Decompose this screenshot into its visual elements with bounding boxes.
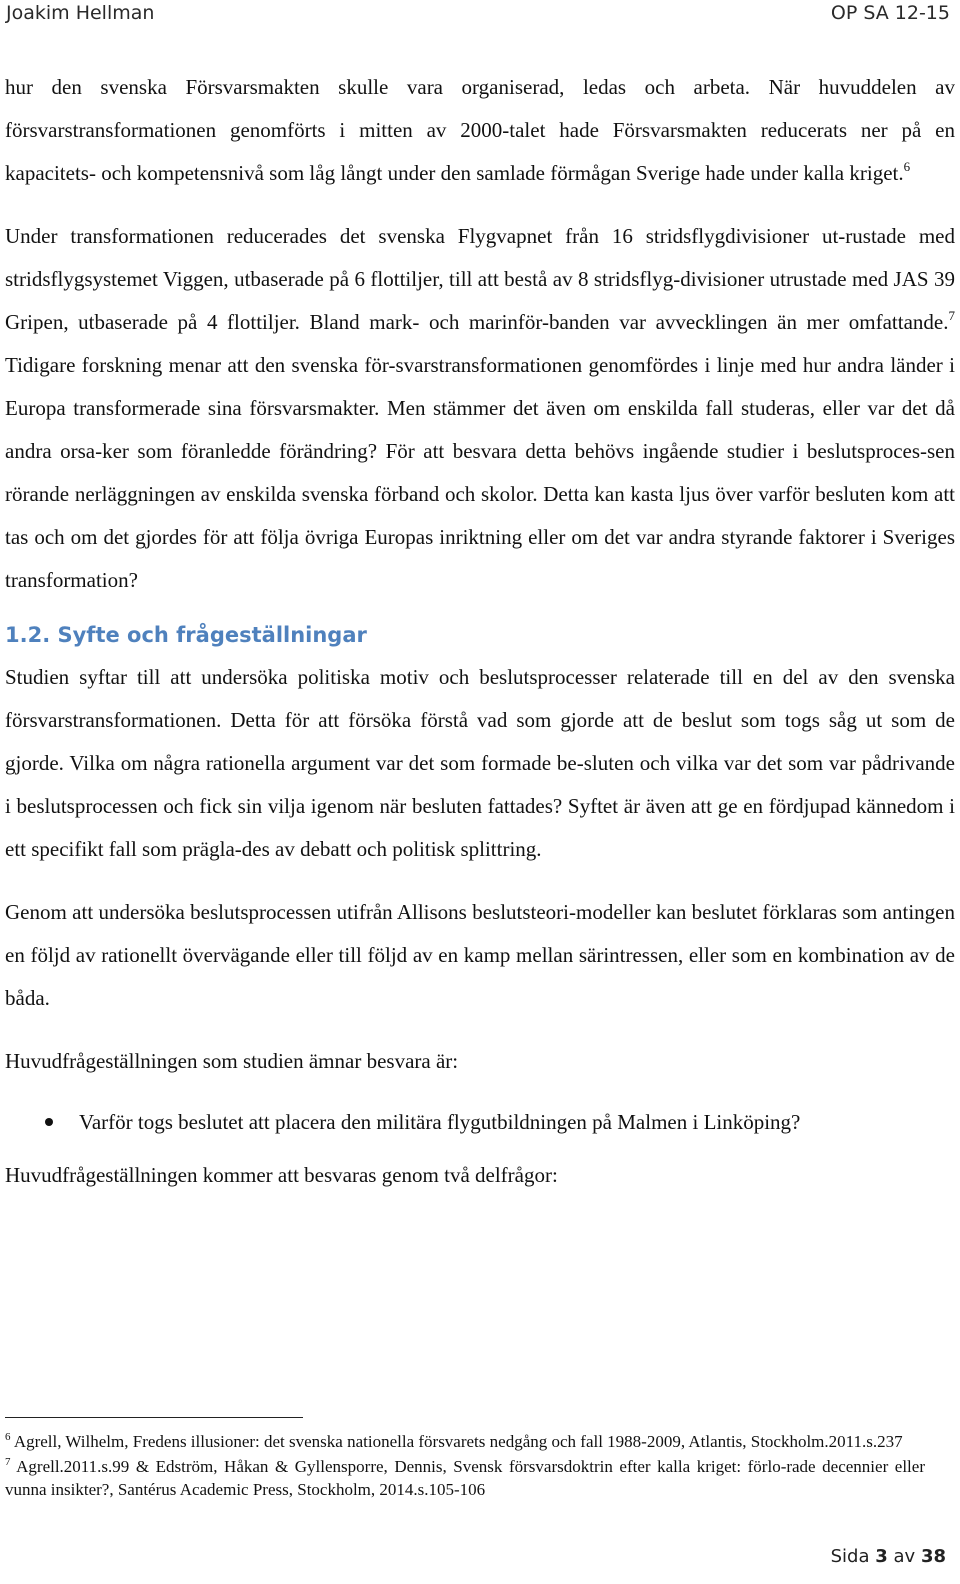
footnote-6 xyxy=(5,1430,925,1453)
header-author: Joakim Hellman xyxy=(6,2,155,24)
paragraph-3: Studien syftar till att undersöka politiska motiv och beslutsprocesser relaterade till en del av den svenska försvarstransformationen. Detta för att försöka förstå vad som gjorde att de beslut som togs såg ut som de gjorde. Vilka om några rationella argument var det som formade be-sluten och vilka var det som var pådrivande i beslutsprocessen och fick sin vilja igenom när besluten fattades? Syftet är även att ge en fördjupad kännedom i ett specifikt fall som prägla-des av debatt och politisk splittring. xyxy=(5,665,955,861)
question-list xyxy=(5,1101,955,1144)
section-heading: 1.2. Syfte och frågeställningar xyxy=(5,623,367,647)
paragraph-5: Huvudfrågeställningen som studien ämnar besvara är: xyxy=(5,1049,459,1073)
paragraph-1 xyxy=(5,66,955,195)
paragraph-1-text: hur den svenska Försvarsmakten skulle vara organiserad, ledas och arbeta. När huvuddelen av försvarstransformationen genomförts i mitten av 2000-talet hade Försvarsmakten reducerats ner på en kapacitets- och kompetensnivå som låg långt under den samlade förmågan Sverige hade under kalla kriget. xyxy=(5,75,955,185)
paragraph-2-text-b: Tidigare forskning menar att den svenska för-svarstransformationen genomfördes i linje med hur andra länder i Europa transformerade sina försvarsmakter. Men stämmer det även om enskilda fall studeras, eller var det då andra orsa-ker som föranledde förändring? För att besvara detta behövs ingående studier i beslutsproces-sen rörande nerläggningen av enskilda svenska förband och skolor. Detta kan kasta ljus över varför besluten kom att tas och om det gjordes för att följa övriga Europas inriktning eller om det var andra styrande faktorer i Sveriges transformation? xyxy=(5,353,955,592)
paragraph-6: Huvudfrågeställningen kommer att besvaras genom två delfrågor: xyxy=(5,1163,558,1187)
bullet-icon xyxy=(45,1118,53,1126)
footnote-ref-7[interactable]: 7 xyxy=(948,308,955,323)
paragraph-2 xyxy=(5,215,955,602)
paragraph-4: Genom att undersöka beslutsprocessen utifrån Allisons beslutsteori-modeller kan beslutet förklaras som antingen en följd av rationellt övervägande eller till följd av en kamp mellan särintressen, eller som en kombination av de båda. xyxy=(5,900,955,1010)
page-header xyxy=(0,0,960,28)
footnote-7 xyxy=(5,1455,925,1501)
footnote-text: Agrell, Wilhelm, Fredens illusioner: det svenska nationella försvarets nedgång och fall 1988-2009, Atlantis, Stockholm.2011.s.237 xyxy=(13,1432,903,1451)
page-prefix: Sida xyxy=(830,1546,870,1567)
footnote-ref-6[interactable]: 6 xyxy=(903,159,911,174)
page-total: 38 xyxy=(920,1546,946,1567)
header-course: OP SA 12-15 xyxy=(830,2,950,24)
paragraph-2-text-a: Under transformationen reducerades det svenska Flygvapnet från 16 stridsflygdivisioner ut-rustade med stridsflygsystemet Viggen, utbaserade på 6 flottiljer, till att bestå av 8 stridsflyg-divisioner utrustade med JAS 39 Gripen, utbaserade på 4 flottiljer. Bland mark- och marinför-banden var avvecklingen än mer omfattande. xyxy=(5,224,955,334)
document-body xyxy=(5,66,955,1197)
page-sep: av xyxy=(893,1546,916,1567)
page-number xyxy=(831,1546,946,1567)
list-item-text: Varför togs beslutet att placera den militära flygutbildningen på Malmen i Linköping? xyxy=(79,1110,801,1134)
footnote-number: 6 xyxy=(5,1431,11,1443)
page-current: 3 xyxy=(875,1546,888,1567)
list-item xyxy=(5,1101,955,1144)
footnote-number: 7 xyxy=(5,1456,11,1468)
footnotes xyxy=(5,1430,925,1503)
footnote-text: Agrell.2011.s.99 & Edström, Håkan & Gyllensporre, Dennis, Svensk försvarsdoktrin efter kalla kriget: förlo-rade decennier eller vunna insikter?, Santérus Academic Press, Stockholm, 2014.s.105-106 xyxy=(5,1457,925,1499)
footnote-divider xyxy=(5,1417,303,1418)
